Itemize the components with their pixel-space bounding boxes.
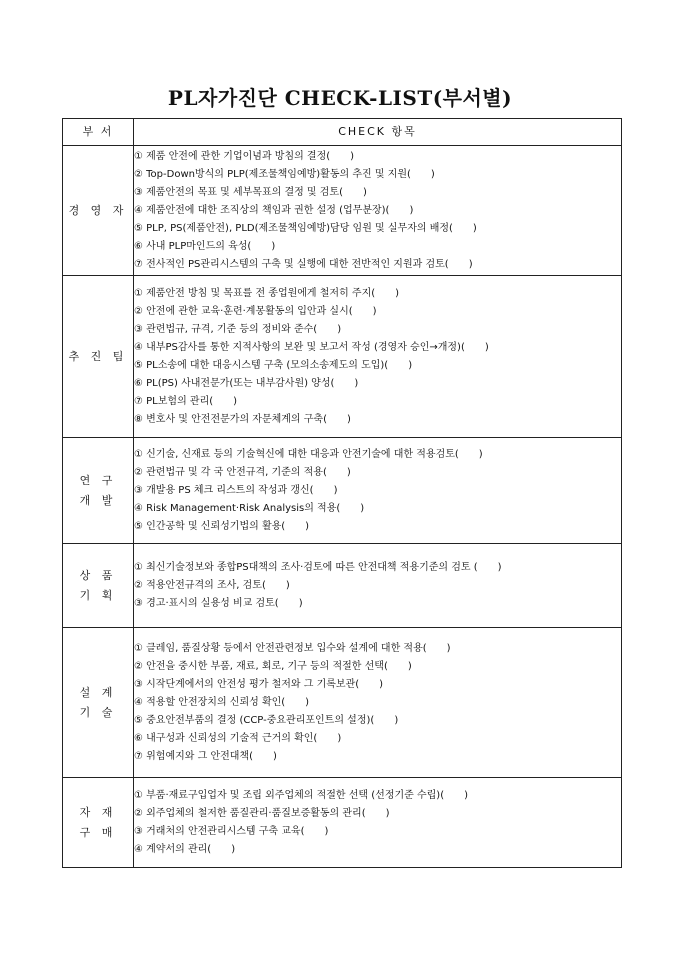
check-item-text: ③ 개발용 PS 체크 리스트의 작성과 갱신( xyxy=(134,484,314,496)
check-item-text: ④ 적용할 안전장치의 신뢰성 확인( xyxy=(134,696,286,708)
close-paren: ) xyxy=(478,448,483,460)
dept-label: 자 재 xyxy=(79,805,117,819)
close-paren: ) xyxy=(407,660,412,672)
check-item xyxy=(134,518,621,536)
close-paren: ) xyxy=(350,150,355,162)
close-paren: ) xyxy=(305,696,310,708)
check-item-text: ⑦ PL보험의 관리( xyxy=(134,395,214,407)
check-item-list xyxy=(134,285,621,429)
check-item xyxy=(134,446,621,464)
check-item-text: ② 관련법규 및 각 국 안전규격, 기준의 적용( xyxy=(134,466,327,478)
check-items-cell xyxy=(134,438,622,544)
check-item xyxy=(134,256,621,274)
check-item-list xyxy=(134,787,621,859)
check-item xyxy=(134,730,621,748)
check-item xyxy=(134,559,621,577)
close-paren: ) xyxy=(372,305,377,317)
close-paren: ) xyxy=(430,168,435,180)
dept-cell xyxy=(63,146,134,276)
table-row xyxy=(63,276,622,438)
page-title: PL자가진단 CHECK-LIST(부서별) xyxy=(167,86,513,110)
dept-cell xyxy=(63,544,134,628)
table-row xyxy=(63,438,622,544)
check-item xyxy=(134,712,621,730)
close-paren: ) xyxy=(271,240,276,252)
dept-cell xyxy=(63,628,134,778)
close-paren: ) xyxy=(395,287,400,299)
check-item-text: ⑧ 변호사 및 안전전문가의 자문체계의 구축( xyxy=(134,413,327,425)
check-item xyxy=(134,748,621,766)
check-item xyxy=(134,184,621,202)
check-item xyxy=(134,375,621,393)
check-item-text: ② Top-Down방식의 PLP(제조물책임예방)활동의 추진 및 지원( xyxy=(134,168,411,180)
check-item-list xyxy=(134,640,621,766)
check-item-text: ⑦ 위험예지와 그 안전대책( xyxy=(134,750,254,762)
close-paren: ) xyxy=(484,341,489,353)
dept-label: 연 구 xyxy=(79,473,117,487)
check-item-text: ⑦ 전사적인 PS관리시스템의 구축 및 실행에 대한 전반적인 지원과 검토( xyxy=(134,258,449,270)
check-item xyxy=(134,148,621,166)
check-item-text: ③ 거래처의 안전관리시스템 구축 교육( xyxy=(134,825,305,837)
close-paren: ) xyxy=(346,413,351,425)
check-item-text: ③ 제품안전의 목표 및 세부목표의 결정 및 검토( xyxy=(134,186,343,198)
close-paren: ) xyxy=(408,359,413,371)
close-paren: ) xyxy=(231,843,236,855)
close-paren: ) xyxy=(497,561,502,573)
check-item xyxy=(134,357,621,375)
close-paren: ) xyxy=(298,597,303,609)
check-item-list xyxy=(134,148,621,274)
close-paren: ) xyxy=(379,678,384,690)
close-paren: ) xyxy=(285,579,290,591)
check-item xyxy=(134,577,621,595)
dept-label: 추 진 팀 xyxy=(68,349,128,363)
check-item xyxy=(134,482,621,500)
dept-label: 상 품 xyxy=(79,568,117,582)
check-item xyxy=(134,676,621,694)
check-item xyxy=(134,500,621,518)
close-paren: ) xyxy=(233,395,238,407)
check-item-text: ① 제품안전 방침 및 목표를 전 종업원에게 철저히 주지( xyxy=(134,287,376,299)
check-item xyxy=(134,220,621,238)
table-header-row xyxy=(63,119,622,146)
check-item-text: ① 클레임, 품질상황 등에서 안전관련정보 입수와 설계에 대한 적용( xyxy=(134,642,427,654)
check-items-cell xyxy=(134,276,622,438)
dept-label: 설 계 xyxy=(79,685,117,699)
close-paren: ) xyxy=(472,222,477,234)
check-item-text: ② 안전에 관한 교육·훈련·계몽활동의 입안과 실시( xyxy=(134,305,353,317)
check-item xyxy=(134,321,621,339)
dept-label: 기 술 xyxy=(79,705,117,719)
check-item-text: ④ 내부PS감사를 통한 지적사항의 보완 및 보고서 작성 (경영자 승인→개정)( xyxy=(134,341,465,353)
check-item-text: ④ 계약서의 관리( xyxy=(134,843,212,855)
close-paren: ) xyxy=(337,732,342,744)
header-check-items: CHECK 항목 xyxy=(134,119,622,146)
close-paren: ) xyxy=(346,466,351,478)
check-item-text: ⑥ 사내 PLP마인드의 육성( xyxy=(134,240,252,252)
check-item xyxy=(134,595,621,613)
check-item-text: ⑤ PL소송에 대한 대응시스템 구축 (모의소송제도의 도입)( xyxy=(134,359,389,371)
check-item-text: ④ 제품안전에 대한 조직상의 책임과 권한 설정 (업무분장)( xyxy=(134,204,390,216)
close-paren: ) xyxy=(337,323,342,335)
close-paren: ) xyxy=(305,520,310,532)
dept-label: 기 획 xyxy=(79,588,117,602)
check-item-text: ① 제품 안전에 관한 기업이념과 방침의 결정( xyxy=(134,150,331,162)
close-paren: ) xyxy=(273,750,277,762)
check-item xyxy=(134,202,621,220)
check-item xyxy=(134,787,621,805)
check-item xyxy=(134,411,621,429)
check-items-cell xyxy=(134,628,622,778)
check-item xyxy=(134,166,621,184)
check-item xyxy=(134,464,621,482)
check-item-text: ⑥ PL(PS) 사내전문가(또는 내부감사원) 양성( xyxy=(134,377,335,389)
check-item xyxy=(134,805,621,823)
close-paren: ) xyxy=(360,502,365,514)
check-item xyxy=(134,694,621,712)
check-item-text: ① 최신기술정보와 종합PS대책의 조사·검토에 따른 안전대책 적용기준의 검토 ( xyxy=(134,561,478,573)
close-paren: ) xyxy=(409,204,414,216)
close-paren: ) xyxy=(468,258,473,270)
dept-cell xyxy=(63,778,134,868)
check-item xyxy=(134,640,621,658)
check-item-text: ④ Risk Management·Risk Analysis의 적용( xyxy=(134,502,341,514)
close-paren: ) xyxy=(354,377,359,389)
check-item-text: ① 신기술, 신재료 등의 기술혁신에 대한 대응과 안전기술에 대한 적용검토( xyxy=(134,448,459,460)
check-item xyxy=(134,238,621,256)
check-item-text: ② 적용안전규격의 조사, 검토( xyxy=(134,579,266,591)
close-paren: ) xyxy=(464,789,469,801)
check-item-text: ③ 경고·표시의 실용성 비교 검토( xyxy=(134,597,279,609)
table-row xyxy=(63,778,622,868)
check-item-text: ⑥ 내구성과 신뢰성의 기술적 근거의 확인( xyxy=(134,732,318,744)
close-paren: ) xyxy=(363,186,367,198)
close-paren: ) xyxy=(446,642,451,654)
check-item-text: ⑤ PLP, PS(제품안전), PLD(제조물책임예방)담당 임원 및 실무자의 배정( xyxy=(134,222,453,234)
table-row xyxy=(63,544,622,628)
close-paren: ) xyxy=(333,484,338,496)
checklist-table xyxy=(62,118,622,868)
dept-label: 경 영 자 xyxy=(68,203,128,217)
check-item xyxy=(134,303,621,321)
check-item-text: ⑤ 인간공학 및 신뢰성기법의 활용( xyxy=(134,520,286,532)
check-item-text: ② 안전을 중시한 부품, 재료, 회로, 기구 등의 적절한 선택( xyxy=(134,660,388,672)
check-items-cell xyxy=(134,778,622,868)
close-paren: ) xyxy=(394,714,399,726)
close-paren: ) xyxy=(385,807,390,819)
check-item-list xyxy=(134,446,621,536)
check-item-text: ① 부품·재료구입업자 및 조립 외주업체의 적절한 선택 (선정기준 수립)( xyxy=(134,789,445,801)
check-item-text: ③ 시작단계에서의 안전성 평가 철저와 그 기록보관( xyxy=(134,678,360,690)
header-dept: 부 서 xyxy=(63,119,134,146)
check-item xyxy=(134,823,621,841)
check-item-list xyxy=(134,559,621,613)
dept-label: 구 매 xyxy=(79,825,117,839)
check-item-text: ③ 관련법규, 규격, 기준 등의 정비와 준수( xyxy=(134,323,318,335)
check-item xyxy=(134,393,621,411)
check-items-cell xyxy=(134,544,622,628)
check-item xyxy=(134,658,621,676)
close-paren: ) xyxy=(324,825,329,837)
check-item xyxy=(134,339,621,357)
table-row xyxy=(63,628,622,778)
dept-cell xyxy=(63,276,134,438)
table-row xyxy=(63,146,622,276)
check-item-text: ⑤ 중요안전부품의 결정 (CCP-중요관리포인트의 설정)( xyxy=(134,714,375,726)
check-item-text: ② 외주업체의 철저한 품질관리·품질보증활동의 관리( xyxy=(134,807,366,819)
dept-label: 개 발 xyxy=(79,493,117,507)
dept-cell xyxy=(63,438,134,544)
check-items-cell xyxy=(134,146,622,276)
check-item xyxy=(134,285,621,303)
check-item xyxy=(134,841,621,859)
